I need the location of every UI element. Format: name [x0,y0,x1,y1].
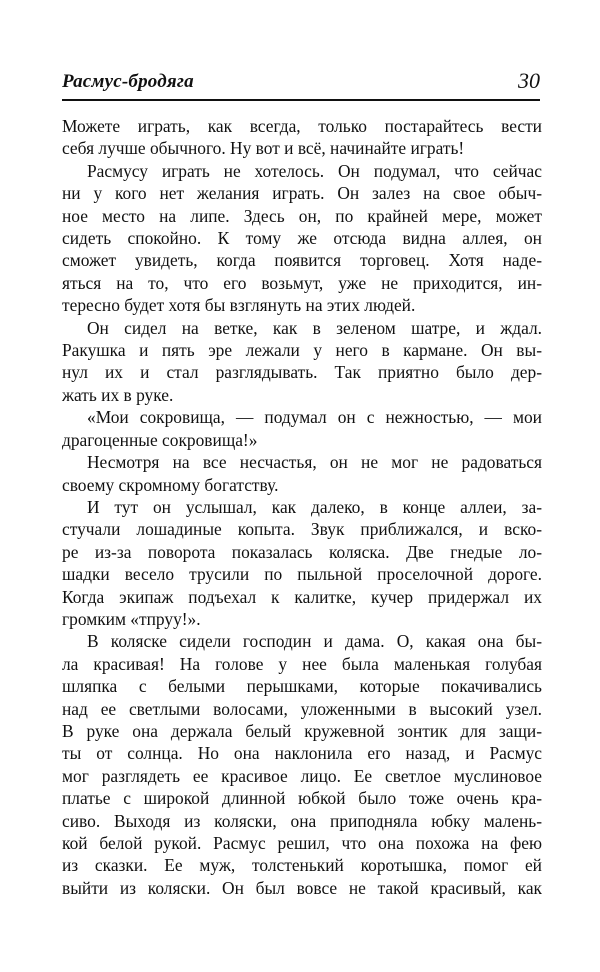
text-line: платье с широкой длинной юбкой было тоже очень кра- [62,788,542,809]
text-line: ла красивая! На голове у нее была маленькая голубая [62,653,542,674]
text-line: кой белой рукой. Расмус решил, что она похожа на фею [62,833,542,853]
text-line: над ее светлыми волосами, уложенными в высокий узел. [62,698,542,719]
text-line: жать их в руке. [62,384,174,405]
page-header [62,70,540,96]
text-line: ни у кого нет желания играть. Он залез на свое обыч- [62,183,542,204]
text-line: В руке она держала белый кружевной зонтик для защи- [62,720,542,741]
text-line: ре из-за поворота показалась коляска. Две гнедые ло- [62,541,542,562]
text-line: тересно будет хотя бы взглянуть на этих людей. [62,295,416,316]
text-line: сидеть спокойно. К тому же отсюда видна аллея, он [62,228,542,249]
running-title: Расмус-бродяга [62,71,194,92]
text-line: драгоценные сокровища!» [62,429,258,450]
page-number: 30 [518,68,540,93]
text-line: шадки весело трусили по пыльной проселочной дороге. [62,564,542,585]
text-line: ты от солнца. Но она наклонила его назад, и Расмус [62,743,542,764]
text-line: Ракушка и пять эре лежали у него в кармане. Он вы- [62,340,542,361]
text-line: сиво. Выходя из коляски, она приподняла юбку малень- [62,810,542,831]
text-line: сможет увидеть, когда появится торговец. Хотя наде- [62,250,542,271]
text-line: Он сидел на ветке, как в зеленом шатре, и ждал. [87,317,542,338]
text-line: нул их и стал разглядывать. Так приятно было дер- [62,362,542,383]
text-line: стучали лошадиные копыта. Звук приближался, и вско- [62,519,542,540]
text-line: И тут он услышал, как далеко, в конце аллеи, за- [87,496,542,517]
text-line: из сказки. Ее муж, толстенький коротышка, помог ей [62,855,542,876]
header-rule [62,99,540,101]
text-line: выйти из коляски. Он был вовсе не такой красивый, как [62,877,542,898]
text-line: шляпка с белыми перышками, которые покачивались [62,676,542,697]
text-line: мог разглядеть ее красивое лицо. Ее светлое муслиновое [62,765,542,786]
text-line: яться на то, что его возьмут, уже не приходится, ин- [62,272,542,293]
text-line: Несмотря на все несчастья, он не мог не радоваться [87,452,542,473]
text-line: ное место на липе. Здесь он, по крайней мере, может [62,205,542,226]
text-line: «Мои сокровища, — подумал он с нежностью, — мои [87,407,542,428]
text-line: Можете играть, как всегда, только постарайтесь вести [62,116,542,136]
text-line: себя лучше обычного. Ну вот и всё, начинайте играть! [62,138,465,159]
text-line: громким «тпруу!». [62,608,201,629]
text-line: Расмусу играть не хотелось. Он подумал, что сейчас [87,160,542,181]
text-line: Когда экипаж подъехал к калитке, кучер придержал их [62,586,542,607]
body-text [62,115,542,899]
text-line: В коляске сидели господин и дама. О, какая она бы- [87,631,542,652]
text-line: своему скромному богатству. [62,474,279,495]
